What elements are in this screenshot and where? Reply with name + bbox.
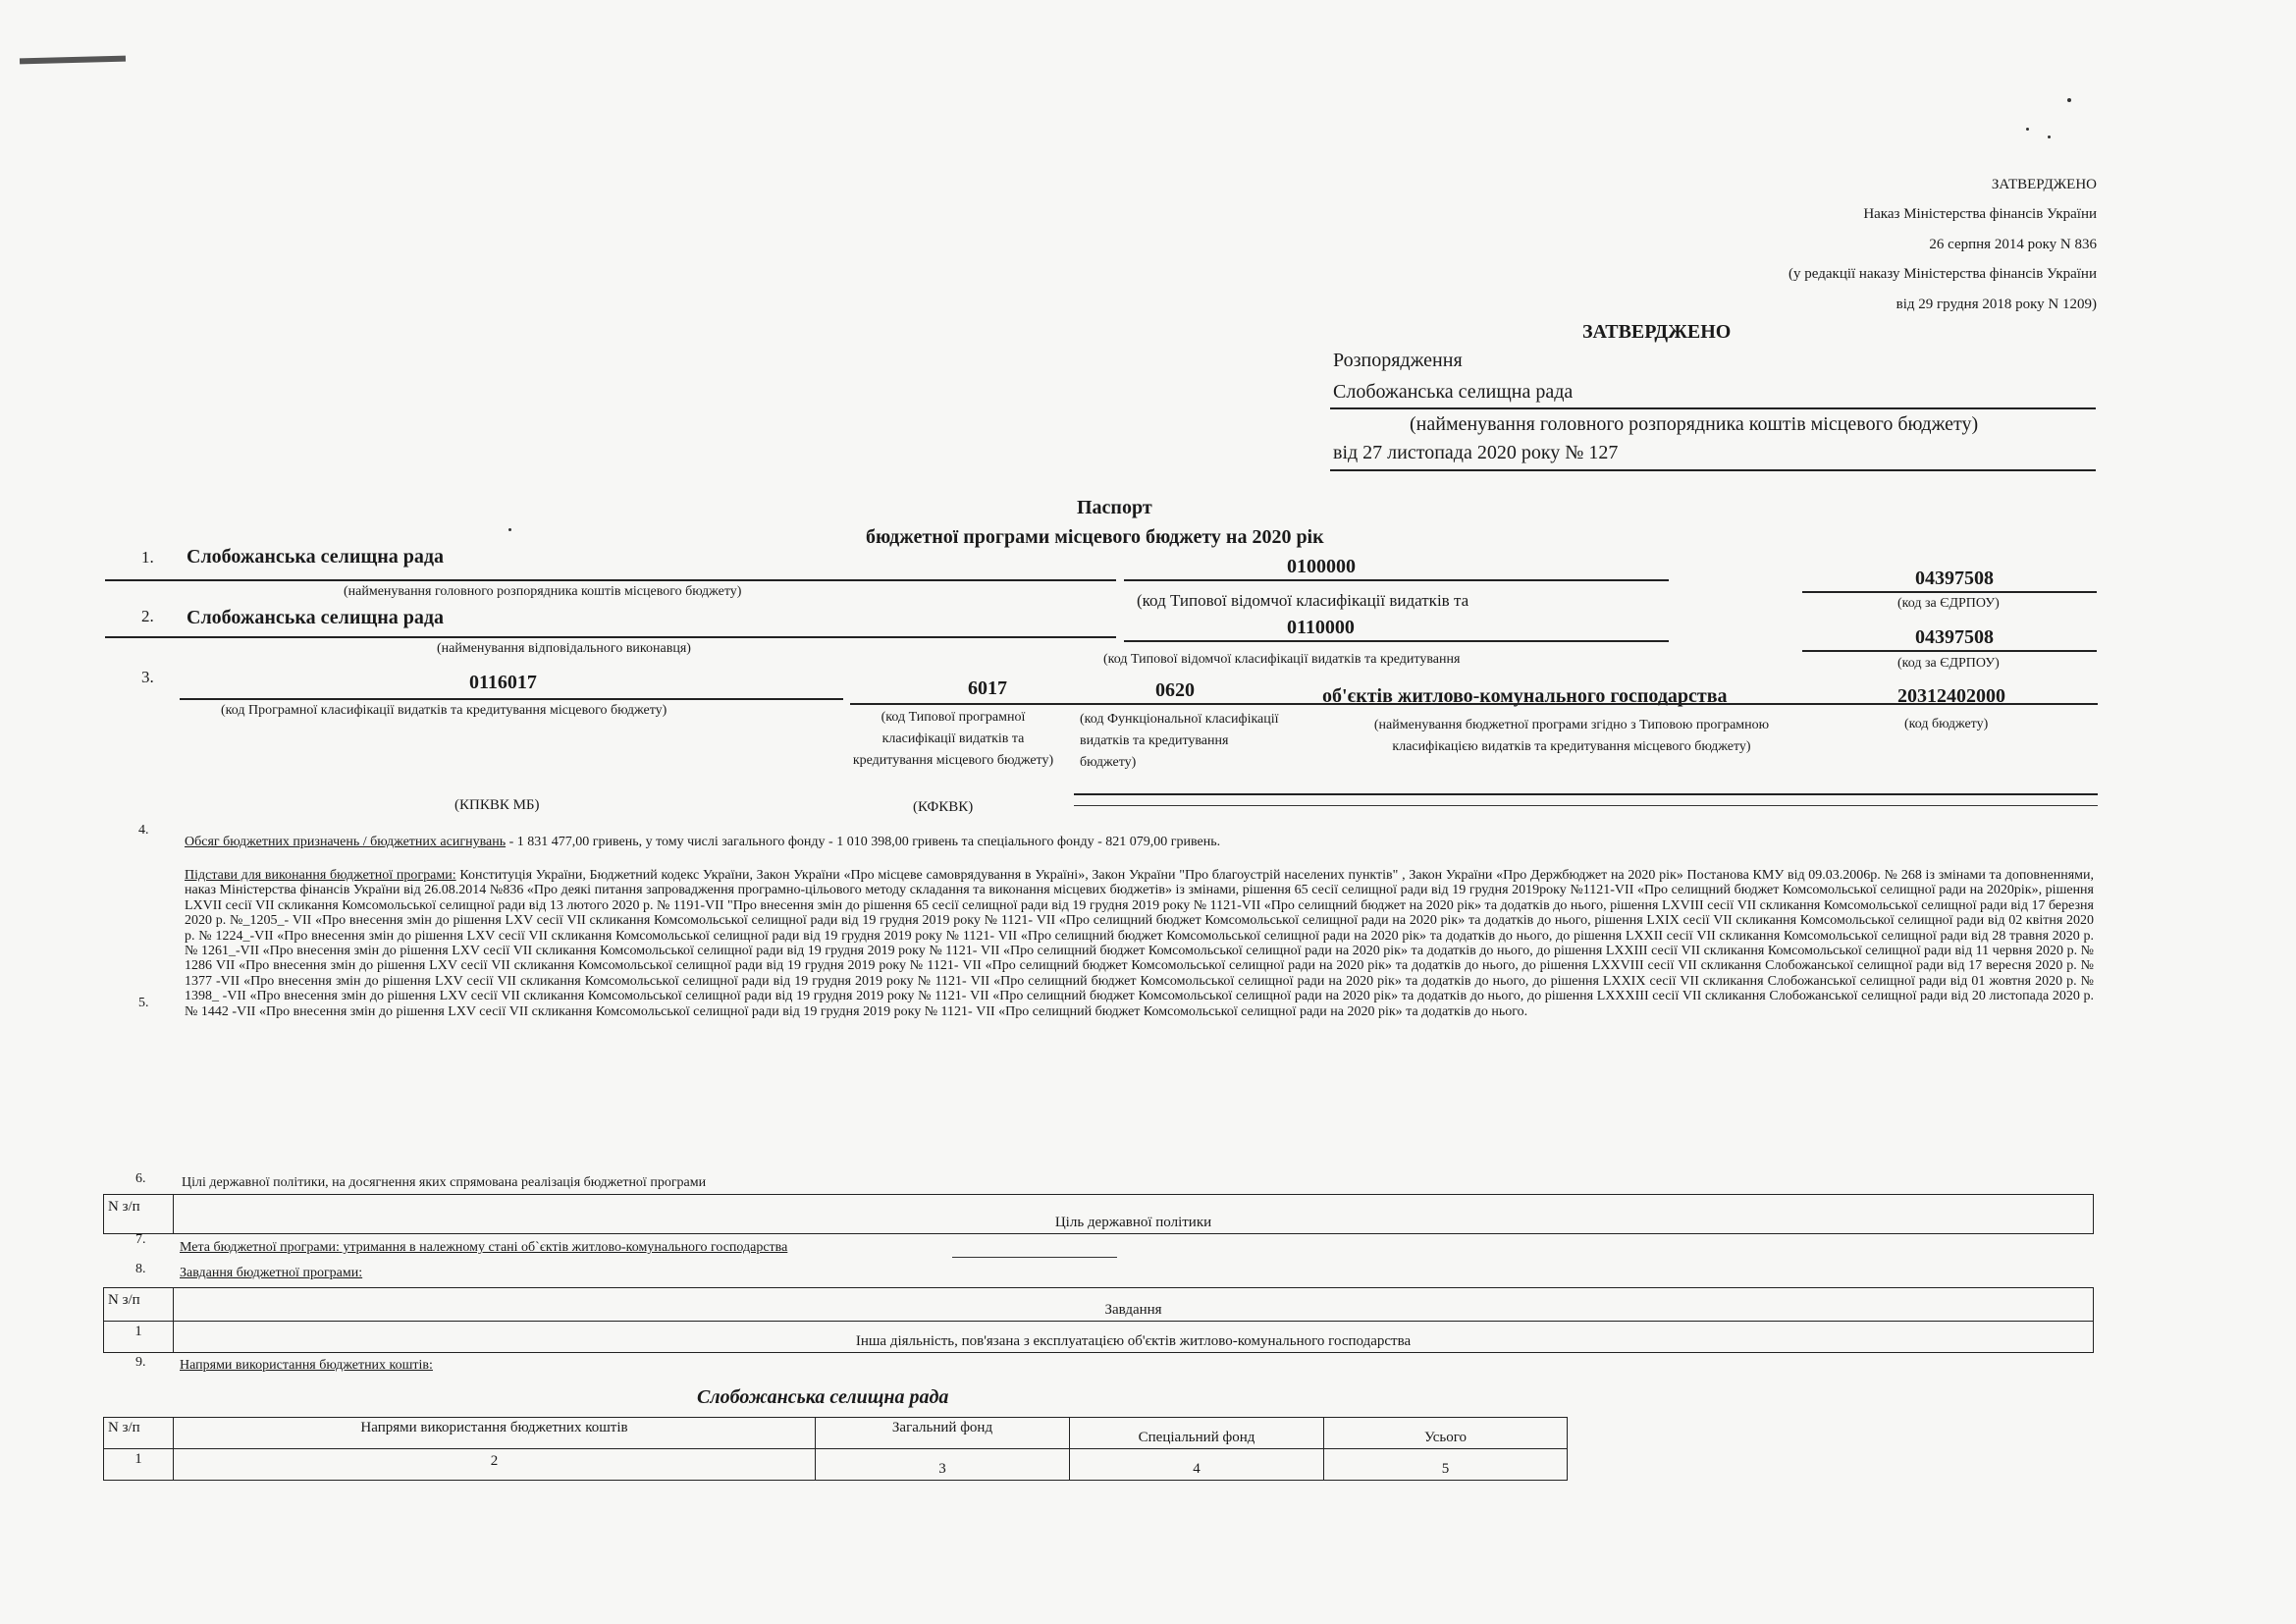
code-caption: (код Типової відомчої класифікації видатків та [1137, 591, 1469, 610]
edrpou-caption: (код за ЄДРПОУ) [1897, 596, 2000, 611]
section-number: 7. [135, 1232, 146, 1247]
underline [1330, 469, 2096, 471]
underline [1802, 591, 2097, 593]
section-number: 6. [135, 1171, 146, 1186]
kfkvk-abbr: (КФКВК) [913, 799, 974, 815]
executor-caption: (найменування відповідального виконавця) [437, 641, 691, 656]
legal-basis [185, 868, 2094, 1019]
col-header-special-fund: Спеціальний фонд [1070, 1418, 1324, 1449]
executor-name: Слобожанська селищна рада [187, 607, 444, 628]
approval-header-line: Наказ Міністерства фінансів України [1863, 206, 2097, 222]
directions-org: Слобожанська селищна рада [697, 1386, 949, 1408]
underline [1124, 640, 1669, 642]
col-header-goal: Ціль державної політики [174, 1195, 2094, 1234]
cell-index: 4 [1070, 1449, 1324, 1481]
dept-code: 0100000 [1287, 556, 1356, 577]
tasks-table [103, 1287, 2094, 1353]
underline [1074, 805, 2098, 806]
col-header-num: N з/п [104, 1288, 174, 1322]
scan-speck [2067, 98, 2071, 102]
program-goal [180, 1240, 787, 1256]
legal-basis-label: Підстави для виконання бюджетної програми: [185, 868, 456, 883]
program-goal-text: утримання в належному стані об`єктів житлово-комунального господарства [339, 1240, 788, 1255]
col-header-num: N з/п [104, 1195, 174, 1234]
cell-num: 1 [104, 1322, 174, 1353]
budget-volume-text: - 1 831 477,00 гривень, у тому числі загального фонду - 1 010 398,00 гривень та спеціального фонду - 821 079,00 гривень. [506, 835, 1221, 849]
approval-header-line: 26 серпня 2014 року N 836 [1929, 237, 2097, 252]
cell-task: Інша діяльність, пов'язана з експлуатацією об'єктів житлово-комунального господарства [174, 1322, 2094, 1353]
kpkvk-abbr: (КПКВК МБ) [454, 797, 540, 813]
approval-title: ЗАТВЕРДЖЕНО [1582, 321, 1732, 343]
func-caption: (код Функціональної класифікації видатків та кредитування бюджету) [1080, 712, 1279, 770]
code-caption: (код Типової відомчої класифікації видатків та кредитування [1103, 652, 1461, 667]
col-header-total: Усього [1324, 1418, 1568, 1449]
program-caption: (найменування бюджетної програми згідно з Типовою програмною класифікацією видатків та кредитування місцевого бюджету) [1373, 718, 1770, 754]
underline [952, 1257, 1117, 1258]
org-caption: (найменування головного розпорядника коштів місцевого бюджету) [1410, 413, 1979, 435]
policy-goals-table [103, 1194, 2094, 1234]
table-row [104, 1449, 1568, 1481]
func-code: 0620 [1155, 679, 1195, 701]
col-header-task: Завдання [174, 1288, 2094, 1322]
cell-index: 3 [816, 1449, 1070, 1481]
row-number: 2. [141, 607, 154, 625]
col-header-num: N з/п [104, 1418, 174, 1449]
section-number: 9. [135, 1355, 146, 1370]
col-header-direction: Напрями використання бюджетних коштів [174, 1418, 816, 1449]
underline [105, 579, 1116, 581]
budget-volume [185, 835, 1220, 850]
underline [105, 636, 1116, 638]
table-row [104, 1322, 2094, 1353]
kpkvk-caption: (код Програмної класифікації видатків та кредитування місцевого бюджету) [221, 703, 667, 718]
underline [850, 703, 2098, 705]
legal-basis-text: Конституція України, Бюджетний кодекс України, Закон України «Про місцеве самоврядування в Україні», Закон України "Про благоустрій населених пунктів" , Закон України «Про Держбюджет на 2020 рік» Постанова КМУ від 09.03.2006р. № 268 із змінами та доповненнями, наказ Міністерства фінансів України від 26.08.2014 №836 «Про деякі питання запровадження програмно-цільового методу складання та виконання місцевих бюджетів» із змінами, рішення 65 сесії селищної ради від 19 грудня 2019року №1121-VII «Про селищний бюджет Комсомольської селищної ради на 2020рік», рішення LXVII сесії VII скликання Комсомольської селищної ради від 13 лютого 2020 р. № 1191-VII "Про внесення змін до рішення 65 сесії селищної ради від 19 грудня 2019 року № 1121-VII «Про селищний бюджет на 2020 рік» та додатків до нього, рішення LXVIII сесії VII скликання Комсомольської селищної ради від 17 березня 2020 р. №_1205_- VII «Про внесення змін до рішення LXV сесії VII скликання Комсомольської селищної ради від 19 грудня 2019 року № 1121- VII «Про селищний бюджет Комсомольської селищної ради на 2020 рік» та додатків до нього, рішення LXIX сесії VII скликання Комсомольської селищної ради від 02 квітня 2020 р. № 1224_-VII «Про внесення змін до рішення LXV сесії VII скликання Комсомольської селищної ради від 19 грудня 2019 року № 1121- VII «Про селищний бюджет Комсомольської селищної ради на 2020 рік» та додатків до нього, до рішення LXXII сесії VII скликання Комсомольської селищної ради від 28 травня 2020 р. № 1261_-VII «Про внесення змін до рішення LXV сесії VII скликання Комсомольської селищної ради від 19 грудня 2019 року № 1121- VII «Про селищний бюджет Комсомольської селищної ради на 2020 рік» та додатків до нього, до рішення LXXIII сесії VII скликання Комсомольської селищної ради від 11 червня 2020 р. № 1286 VII «Про внесення змін до рішення LXV сесії VII скликання Комсомольської селищної ради від 19 грудня 2019 року № 1121- VII «Про селищний бюджет Комсомольської селищної ради на 2020 рік» та додатків до нього, до рішення LXXVIII сесії VII скликання Слобожанської селищної ради від 17 вересня 2020 р. № 1377 -VII «Про внесення змін до рішення LXV сесії VII скликання Комсомольської селищної ради від 19 грудня 2019 року № 1121- VII «Про селищний бюджет Комсомольської селищної ради на 2020 рік» та додатків до нього, до рішення LXXIX сесії VII скликання Слобожанської селищної ради від 01 жовтня 2020 р. № 1398_ -VII «Про внесення змін до рішення LXV сесії VII скликання Комсомольської селищної ради від 19 грудня 2019 року № 1121- VII «Про селищний бюджет Комсомольської селищної ради на 2020 рік» та додатків до нього, до рішення LXXXIII сесії VII скликання Слобожанської селищної ради від 20 листопада 2020 р. № 1442 -VII «Про внесення змін до рішення LXV сесії VII скликання Комсомольської селищної ради від 19 грудня 2019 року № 1121- VII «Про селищний бюджет Комсомольської селищної ради на 2020 рік» та додатків до нього. [185, 868, 2094, 1019]
dept-code: 0110000 [1287, 617, 1355, 638]
approval-header-line: ЗАТВЕРДЖЕНО [1991, 177, 2097, 192]
edrpou-code: 04397508 [1915, 568, 1994, 589]
scan-speck [2026, 128, 2029, 131]
order-date-line: від 27 листопада 2020 року № 127 [1333, 442, 1619, 463]
row-number: 1. [141, 548, 154, 567]
tpkvk-caption: (код Типової програмної класифікації видатків та кредитування місцевого бюджету) [852, 710, 1054, 768]
edrpou-code: 04397508 [1915, 626, 1994, 648]
section-label: Завдання бюджетної програми: [180, 1266, 363, 1280]
underline [1124, 579, 1669, 581]
org-name: Слобожанська селищна рада [187, 546, 444, 568]
approval-header-line: (у редакції наказу Міністерства фінансів України [1789, 266, 2097, 282]
section-label: Напрями використання бюджетних коштів: [180, 1358, 433, 1373]
doc-title: Паспорт [1077, 497, 1152, 518]
underline [1330, 407, 2096, 409]
budget-code: 20312402000 [1897, 685, 2005, 707]
section-text: Цілі державної політики, на досягнення яких спрямована реалізація бюджетної програми [182, 1175, 707, 1190]
section-number: 4. [138, 823, 149, 838]
cell-index: 1 [104, 1449, 174, 1481]
underline [1074, 793, 2098, 795]
doc-subtitle: бюджетної програми місцевого бюджету на 2020 рік [866, 526, 1324, 548]
tpkvk-code: 6017 [968, 677, 1007, 699]
scan-speck [2048, 135, 2051, 138]
org-name: Слобожанська селищна рада [1333, 381, 1574, 403]
cell-index: 5 [1324, 1449, 1568, 1481]
section-number: 5. [138, 996, 149, 1010]
scan-speck [508, 528, 511, 531]
underline [1802, 650, 2097, 652]
scan-artifact [20, 56, 126, 65]
col-header-general-fund: Загальний фонд [816, 1418, 1070, 1449]
row-number: 3. [141, 668, 154, 686]
program-name: об'єктів житлово-комунального господарства [1322, 685, 1728, 707]
directions-table [103, 1417, 1568, 1481]
program-goal-label: Мета бюджетної програми: [180, 1240, 340, 1255]
underline [180, 698, 843, 700]
edrpou-caption: (код за ЄДРПОУ) [1897, 656, 2000, 671]
cell-index: 2 [174, 1449, 816, 1481]
kpkvk-code: 0116017 [469, 672, 537, 693]
approval-header-line: від 29 грудня 2018 року N 1209) [1896, 297, 2097, 312]
doc-type: Розпорядження [1333, 350, 1463, 371]
org-caption: (найменування головного розпорядника коштів місцевого бюджету) [344, 584, 742, 599]
budget-volume-label: Обсяг бюджетних призначень / бюджетних асигнувань [185, 835, 507, 849]
budget-caption: (код бюджету) [1904, 717, 1989, 731]
section-number: 8. [135, 1262, 146, 1276]
